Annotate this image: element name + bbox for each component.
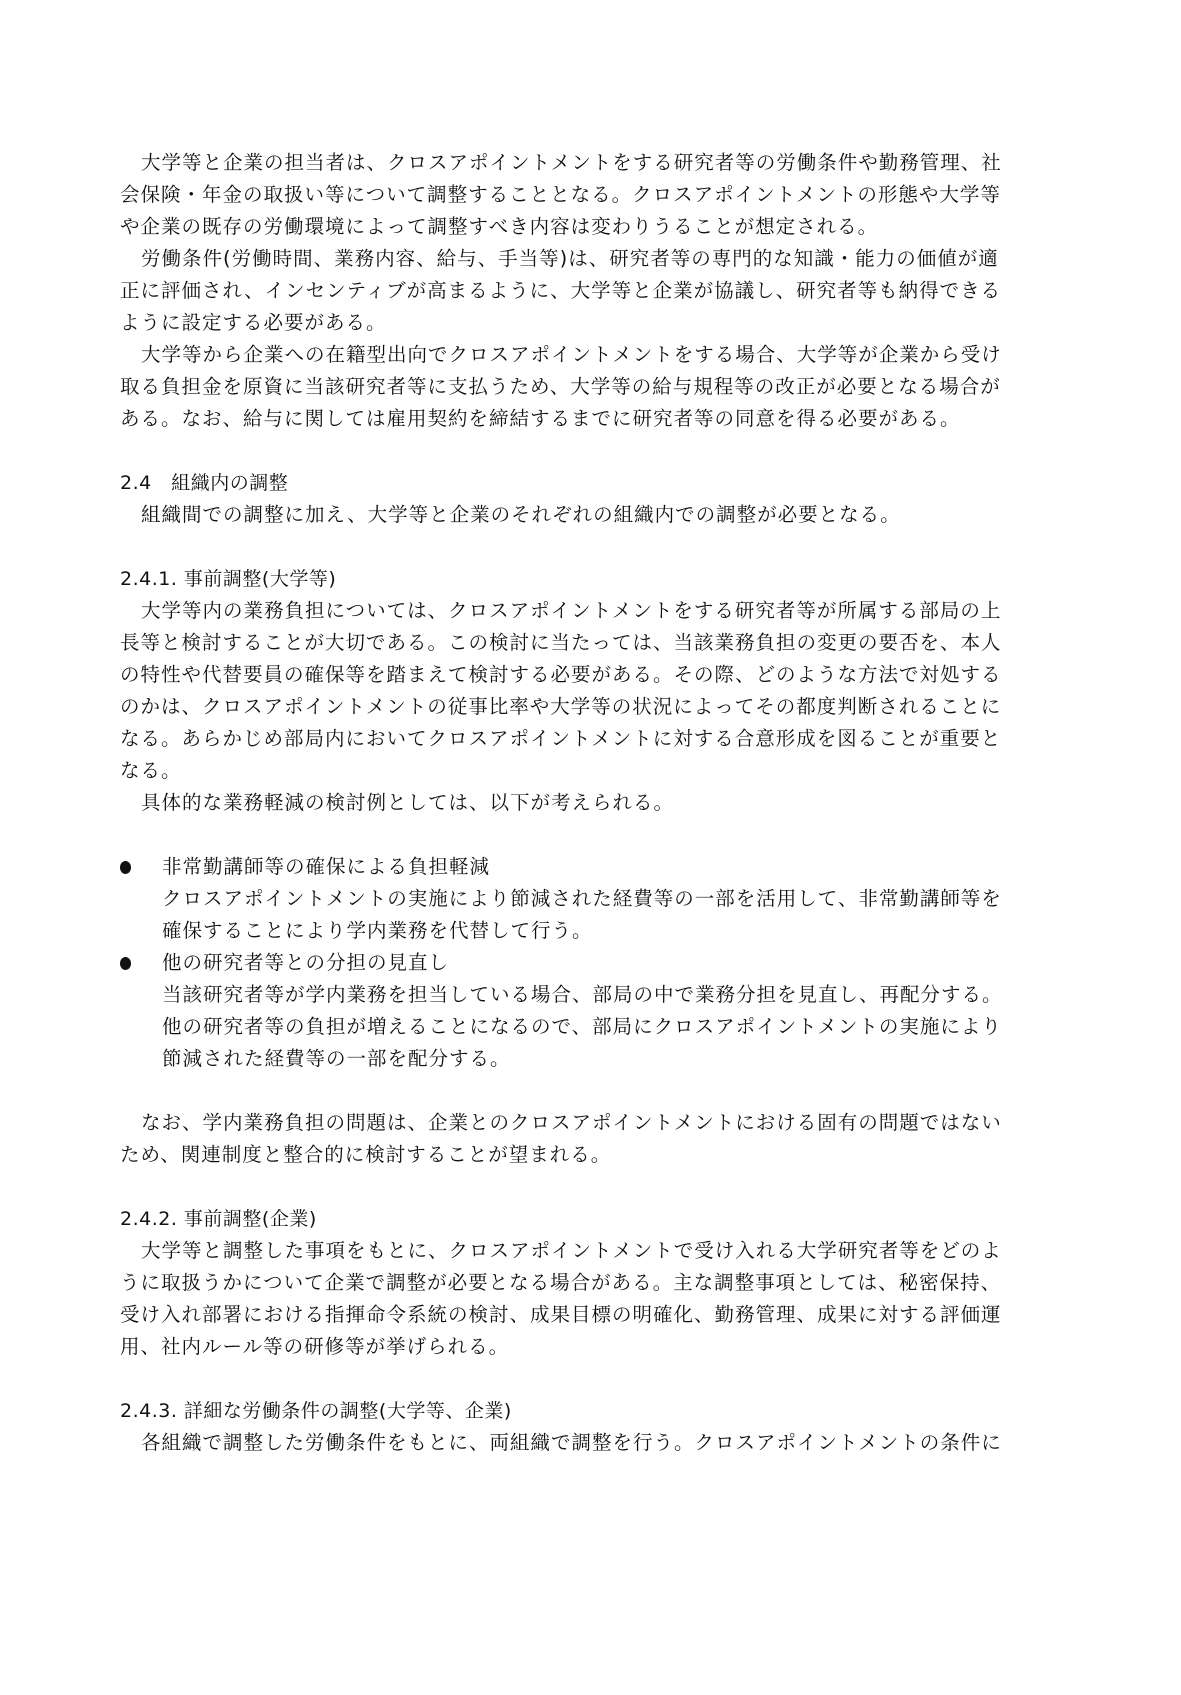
section-2-4-3: [120, 1395, 1064, 1459]
text-line: 受け入れ部署における指揮命令系統の検討、成果目標の明確化、勤務管理、成果に対する評価運: [120, 1303, 1002, 1326]
text-line: のかは、クロスアポイントメントの従事比率や大学等の状況によってその都度判断されることに: [120, 695, 1002, 718]
text-line: の特性や代替要員の確保等を踏まえて検討する必要がある。その際、どのような方法で対処する: [120, 663, 1002, 686]
text-line: なる。: [120, 759, 182, 782]
text-line: 大学等と企業の担当者は、クロスアポイントメントをする研究者等の労働条件や勤務管理、社: [141, 151, 1002, 174]
bullet-icon: [120, 861, 131, 874]
section-2-4-1: [120, 563, 1064, 1171]
text-line: クロスアポイントメントの実施により節減された経費等の一部を活用して、非常勤講師等を: [162, 887, 1002, 910]
note-paragraph: [120, 1107, 1064, 1171]
text-line: 具体的な業務軽減の検討例としては、以下が考えられる。: [141, 791, 675, 814]
section-2-4: [120, 467, 1064, 531]
bullet-title: [120, 851, 1064, 883]
text-line: 用、社内ルール等の研修等が挙げられる。: [120, 1335, 510, 1358]
text-line: 取る負担金を原資に当該研究者等に支払うため、大学等の給与規程等の改正が必要となる場合が: [120, 375, 1001, 398]
text-line: ように設定する必要がある。: [120, 311, 387, 334]
spacer: [120, 531, 1064, 563]
section-2-4-2: [120, 1203, 1064, 1363]
bullet-title-text: 他の研究者等との分担の見直し: [162, 951, 450, 974]
spacer: [120, 1075, 1064, 1107]
intro-paragraph-2: [120, 243, 1064, 339]
spacer: [120, 435, 1064, 467]
bullet-item: [120, 947, 1064, 1075]
bullet-icon: [120, 957, 131, 970]
text-line: 長等と検討することが大切である。この検討に当たっては、当該業務負担の変更の要否を、本人: [120, 631, 1002, 654]
text-line: 大学等から企業への在籍型出向でクロスアポイントメントをする場合、大学等が企業から受け: [141, 343, 1002, 366]
bullet-item: [120, 851, 1064, 947]
text-line: 当該研究者等が学内業務を担当している場合、部局の中で業務分担を見直し、再配分する。: [162, 983, 1003, 1006]
text-line: 正に評価され、インセンティブが高まるように、大学等と企業が協議し、研究者等も納得できる: [120, 279, 1002, 302]
section-heading: 2.4.3. 詳細な労働条件の調整(大学等、企業): [120, 1400, 512, 1422]
text-line: ため、関連制度と整合的に検討することが望まれる。: [120, 1143, 612, 1166]
text-line: や企業の既存の労働環境によって調整すべき内容は変わりうることが想定される。: [120, 215, 879, 238]
text-line: 大学等内の業務負担については、クロスアポイントメントをする研究者等が所属する部局の上: [141, 599, 1002, 622]
text-line: なお、学内業務負担の問題は、企業とのクロスアポイントメントにおける固有の問題ではない: [141, 1111, 1002, 1134]
text-line: 会保険・年金の取扱い等について調整することとなる。クロスアポイントメントの形態や大学等: [120, 183, 1001, 206]
spacer: [120, 1171, 1064, 1203]
text-line: ある。なお、給与に関しては雇用契約を締結するまでに研究者等の同意を得る必要がある。: [120, 407, 961, 430]
text-line: 他の研究者等の負担が増えることになるので、部局にクロスアポイントメントの実施により: [162, 1015, 1002, 1038]
text-line: 組織間での調整に加え、大学等と企業のそれぞれの組織内での調整が必要となる。: [141, 503, 901, 526]
text-line: 各組織で調整した労働条件をもとに、両組織で調整を行う。クロスアポイントメントの条件に: [141, 1431, 1002, 1454]
spacer: [120, 1363, 1064, 1395]
section-heading: 2.4 組織内の調整: [120, 472, 289, 494]
spacer: [120, 819, 1064, 851]
intro-paragraph-1: [120, 147, 1064, 243]
document-page: [120, 147, 1064, 1459]
section-heading: 2.4.2. 事前調整(企業): [120, 1208, 317, 1230]
text-line: なる。あらかじめ部局内においてクロスアポイントメントに対する合意形成を図ることが重要と: [120, 727, 1002, 750]
text-line: 確保することにより学内業務を代替して行う。: [162, 919, 593, 942]
bullet-title-text: 非常勤講師等の確保による負担軽減: [162, 855, 491, 878]
text-line: 節減された経費等の一部を配分する。: [162, 1047, 511, 1070]
bullet-title: [120, 947, 1064, 979]
intro-paragraph-3: [120, 339, 1064, 435]
text-line: 大学等と調整した事項をもとに、クロスアポイントメントで受け入れる大学研究者等をどのよ: [141, 1239, 1002, 1262]
text-line: うに取扱うかについて企業で調整が必要となる場合がある。主な調整事項としては、秘密保持、: [120, 1271, 1002, 1294]
section-heading: 2.4.1. 事前調整(大学等): [120, 568, 337, 590]
text-line: 労働条件(労働時間、業務内容、給与、手当等)は、研究者等の専門的な知識・能力の価値が適: [141, 247, 999, 270]
